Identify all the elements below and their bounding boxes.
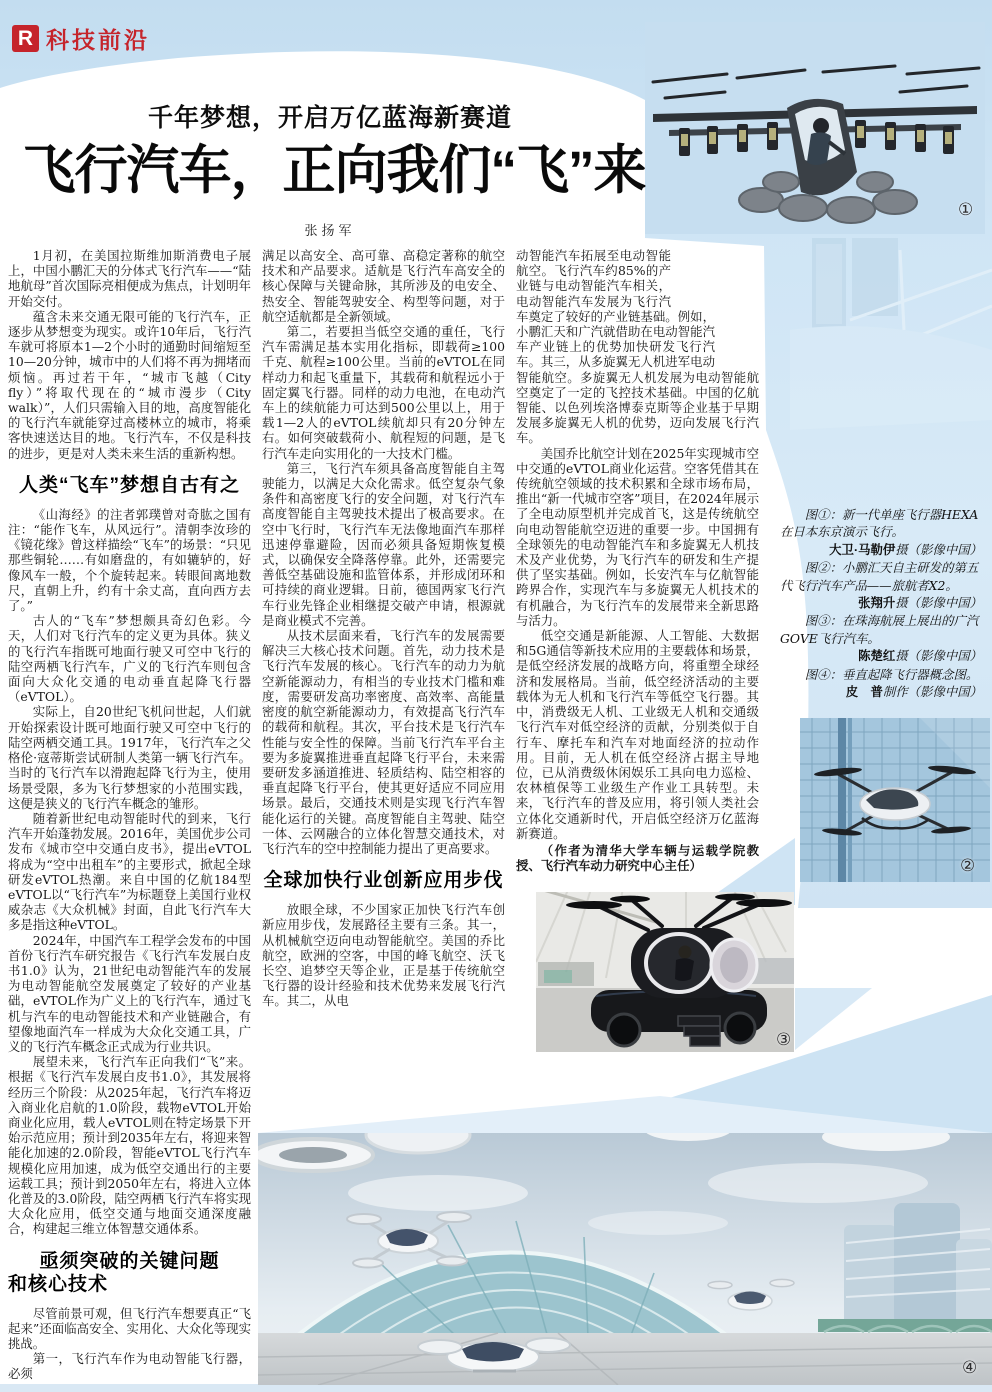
article-column-3 <box>516 248 759 890</box>
caption-2: 图②：小鹏汇天自主研发的第五代飞行汽车产品——旅航者X2。 <box>780 560 979 593</box>
paragraph: 第二，若要担当低空交通的重任，飞行汽车需满足基本实用化指标，即载荷≥100千克、航程≥100公里。当前的eVTOL在同样动力和起飞重量下，其载荷和航程远小于固定翼飞行器。同样的动力电池，在电动汽车上的续航能力可达到500公里以上，用于载1—2人的eVTOL续航却只有20分钟左右。如何突破载荷小、航程短的问题，是飞行汽车走向实用化的一大技术门槛。 <box>262 324 505 461</box>
kicker: 千年梦想，开启万亿蓝海新赛道 <box>147 103 512 132</box>
photo-hexa-aircraft <box>645 22 985 234</box>
photo-evtol-concept <box>258 1133 992 1385</box>
wrap-spacer <box>715 306 759 362</box>
caption-4-credit: 皮 普制作（影像中国） <box>845 684 982 700</box>
evtol-concept-illustration <box>258 1133 992 1385</box>
caption-1-credit: 大卫·马勒伊摄（影像中国） <box>829 541 982 557</box>
figure-marker-1: ① <box>958 200 974 220</box>
paragraph: 1月初，在美国拉斯维加斯消费电子展上，中国小鹏汇天的分体式飞行汽车——“陆地航母”首次国际亮相便成为焦点，计划明年开始交付。 <box>8 248 251 309</box>
wrap-spacer <box>671 248 759 306</box>
paragraph: 展望未来，飞行汽车正向我们“飞”来。根据《飞行汽车发展白皮书1.0》，其发展将经历三个阶段：从2025年起，飞行汽车将迈入商业化启航的1.0阶段，载物eVTOL开始商业化应用，载人eVTOL则在特定场景下开始示范应用；预计到2035年左右，将迎来智能化加速的2.0阶段，智能eVTOL飞行汽车规模化应用加速，成为低空交通出行的主要运载工具；预计到2050年左右，将进入立体化普及的3.0阶段，陆空两栖飞行汽车将实现大众化应用，低空交通与地面交通深度融合，构建起三维立体智慧交通体系。 <box>8 1054 251 1237</box>
section-heading-global: 全球加快行业创新应用步伐 <box>263 870 504 892</box>
figure-marker-2: ② <box>960 856 976 876</box>
caption-2-credit: 张翔升摄（影像中国） <box>858 595 982 611</box>
caption-1: 图①：新一代单座飞行器HEXA在日本东京演示飞行。 <box>780 507 979 540</box>
section-heading-key-problems: 亟须突破的关键问题 和核心技术 <box>8 1250 220 1295</box>
byline: 张扬军 <box>304 224 356 239</box>
paragraph: 满足以高安全、高可靠、高稳定著称的航空技术和产品要求。适航是飞行汽车高安全的核心保障与关键命脉，其所涉及的电安全、热安全、智能驾驶安全、构型等问题，对于航空适航都是全新领域。 <box>262 248 505 324</box>
paragraph: 随着新世纪电动智能时代的到来，飞行汽车开始蓬勃发展。2016年，美国优步公司发布《城市空中交通白皮书》，提出eVTOL将成为“空中出租车”的主要形式，掀起全球研发eVTOL热潮。来自中国的亿航184型eVTOL以“飞行汽车”为标题登上美国行业权威杂志《大众机械》封面，自此飞行汽车大多是指这种eVTOL。 <box>8 810 251 933</box>
author-credit: （作者为清华大学车辆与运载学院教授、飞行汽车动力研究中心主任） <box>516 842 759 874</box>
paragraph: 低空交通是新能源、人工智能、大数据和5G通信等新技术应用的主要载体和场景，是低空经济发展的战略方向，将重塑全球经济和发展格局。当前，低空经济活动的主要载体为无人机和飞行汽车等低空飞行器。其中，消费级无人机、工业级无人机和交通级飞行汽车对低空经济的贡献，分别类似于自行车、摩托车和汽车对地面经济的拉动作用。目前，无人机在低空经济占据主导地位，已从消费级休闲娱乐工具向电力巡检、农林植保等工业级生产作业工具转型。未来，飞行汽车的普及应用，将引领人类社会立体化交通新时代，开启低空经济万亿蓝海新赛道。 <box>516 628 759 841</box>
paragraph: 蕴含未来交通无限可能的飞行汽车，正逐步从梦想变为现实。或许10年后，飞行汽车就可将原本1—2个小时的通勤时间缩短至10—20分钟，城市中的人们将不再为拥堵而烦恼。再过若干年，“城市飞越（City fly）”将取代现在的“城市漫步（City walk）”，人们只需输入目的地，高度智能化的飞行汽车就能穿过高楼林立的城市，将乘客快速送达目的地。飞行汽车，不仅是科技的进步，更是对人类未来生活的重新构想。 <box>8 308 251 461</box>
paragraph: 放眼全球，不少国家正加快飞行汽车创新应用步伐，发展路径主要有三条。其一，从机械航空迈向电动智能航空。美国的乔比航空，欧洲的空客，中国的峰飞航空、沃飞长空、追梦空天等企业，正是基于传统航空飞行器的设计经验和技术优势来发展飞行汽车。其二，从电 <box>262 902 505 1009</box>
paragraph: 动智能汽车拓展至电动智能航空。飞行汽车约85%的产业链与电动智能汽车相关，电动智能汽车发展为飞行汽车奠定了较好的产业链基础。例如，小鹏汇天和广汽就借助在电动智能汽车产业链上的优势加快研发飞行汽车。其三，从多旋翼无人机进军电动智能航空。多旋翼无人机发展为电动智能航空奠定了一定的飞控技术基础。中国的亿航智能、以色列埃洛博泰克斯等企业基于早期发展多旋翼无人机的优势，迈向发展飞行汽车。 <box>516 248 759 446</box>
paragraph: 第三，飞行汽车须具备高度智能自主驾驶能力，以满足大众化需求。低空复杂气象条件和高密度飞行的安全问题，对飞行汽车高度智能自主驾驶技术提出了极高要求。在空中飞行时，飞行汽车无法像地面汽车那样迅速停靠避险，因而必须具备短期恢复模式，以确保安全降落停靠。此外，还需要完善低空基础设施和监管体系，并形成闭环和可持续的商业逻辑。日前，德国两家飞行汽车行业先锋企业相继提交破产申请，根源就是商业模式不完善。 <box>262 460 505 628</box>
paragraph: 从技术层面来看，飞行汽车的发展需要解决三大核心技术问题。首先，动力技术是飞行汽车发展的核心。飞行汽车的动力为航空新能源动力，有相当的专业技术门槛和难度，需要研发高功率密度、高效率、高能量密度的航空新能源动力，有效提高飞行汽车的载荷和航程。其次，平台技术是飞行汽车性能与安全性的保障。当前飞行汽车平台主要为多旋翼推进垂直起降飞行平台，未来需要研发多涵道推进、轻质结构、陆空相容的垂直起降飞行平台，使其更好适应不同应用场景。最后，交通技术则是实现飞行汽车智能化运行的关键。高度智能自主驾驶、陆空一体、云网融合的立体化智慧交通技术，对飞行汽车的空中控制能力提出了更高要求。 <box>262 628 505 856</box>
photo-gove-flying-car <box>536 892 794 1052</box>
paragraph: 美国乔比航空计划在2025年实现城市空中交通的eVTOL商业化运营。空客凭借其在传统航空领域的技术积累和全球市场布局，推出“新一代城市空客”项目，在2024年展示了全电动原型机并完成首飞，这是传统航空向电动智能航空迈进的重要一步。中国拥有全球领先的电动智能汽车和多旋翼无人机技术及产业优势，为飞行汽车的研发和生产提供了坚实基础。例如，长安汽车与亿航智能跨界合作，实现汽车与多旋翼无人机技术的有机融合，为飞行汽车的发展带来全新思路与活力。 <box>516 445 759 628</box>
caption-4: 图④：垂直起降飞行器概念图。 <box>804 666 979 682</box>
article-column-1 <box>8 248 251 1388</box>
masthead-logo-icon: R <box>12 25 39 52</box>
paragraph: 尽管前景可观，但飞行汽车想要真正“飞起来”还面临高安全、实用化、大众化等现实挑战。 <box>8 1305 251 1351</box>
hexa-aircraft-illustration <box>645 22 985 234</box>
photo-captions <box>780 506 988 701</box>
article-column-2 <box>262 248 505 1096</box>
paragraph: 《山海经》的注者郭璞曾对奇肱之国有注：“能作飞车，从风远行”。清朝李汝珍的《镜花缘》曾这样描绘“飞车”的场景：“只见那些铜轮……有如磨盘的，有如辘轳的，好像风车一般，个个旋转起来。转眼间离地数尺，直朝上升，约有十余丈高，直向西方去了。” <box>8 506 251 614</box>
section-masthead <box>12 22 150 55</box>
figure-marker-4: ④ <box>962 1358 978 1378</box>
masthead-title: 科技前沿 <box>46 27 150 53</box>
paragraph: 实际上，自20世纪飞机问世起，人们就开始探索设计既可地面行驶又可空中飞行的陆空两栖交通工具。1917年，飞行汽车之父格伦·寇蒂斯尝试研制人类第一辆飞行汽车。当时的飞行汽车以滑跑起降飞行为主，使用场景受限，多为飞行梦想家的小范围实践，这便是狭义的飞行汽车概念的雏形。 <box>8 704 251 811</box>
figure-marker-3: ③ <box>776 1030 792 1050</box>
paragraph: 2024年，中国汽车工程学会发布的中国首份飞行汽车研究报告《飞行汽车发展白皮书1.0》认为，21世纪电动智能汽车的发展为电动智能航空发展奠定了较好的产业基础，eVTOL作为广义上的飞行汽车，通过飞机与汽车的电动智能技术和产业链融合，有望像地面汽车一样成为大众化交通工具，广义的飞行汽车概念正式成为行业共识。 <box>8 932 251 1054</box>
paragraph: 第一，飞行汽车作为电动智能飞行器，必须 <box>8 1351 251 1382</box>
paragraph: 古人的“飞车”梦想颇具奇幻色彩。今天，人们对飞行汽车的定义更为具体。狭义的飞行汽车指既可地面行驶又可空中飞行的陆空两栖飞行汽车，广义的飞行汽车则包含面向大众化交通的电动垂直起降飞行器（eVTOL）。 <box>8 613 251 705</box>
caption-3-credit: 陈楚红摄（影像中国） <box>858 648 982 664</box>
caption-3: 图③：在珠海航展上展出的广汽GOVE飞行汽车。 <box>780 613 979 646</box>
section-heading-dream: 人类“飞车”梦想自古有之 <box>18 474 240 496</box>
gove-flying-car-illustration <box>536 892 794 1052</box>
page-title: 飞行汽车，正向我们“飞”来 <box>22 141 646 200</box>
